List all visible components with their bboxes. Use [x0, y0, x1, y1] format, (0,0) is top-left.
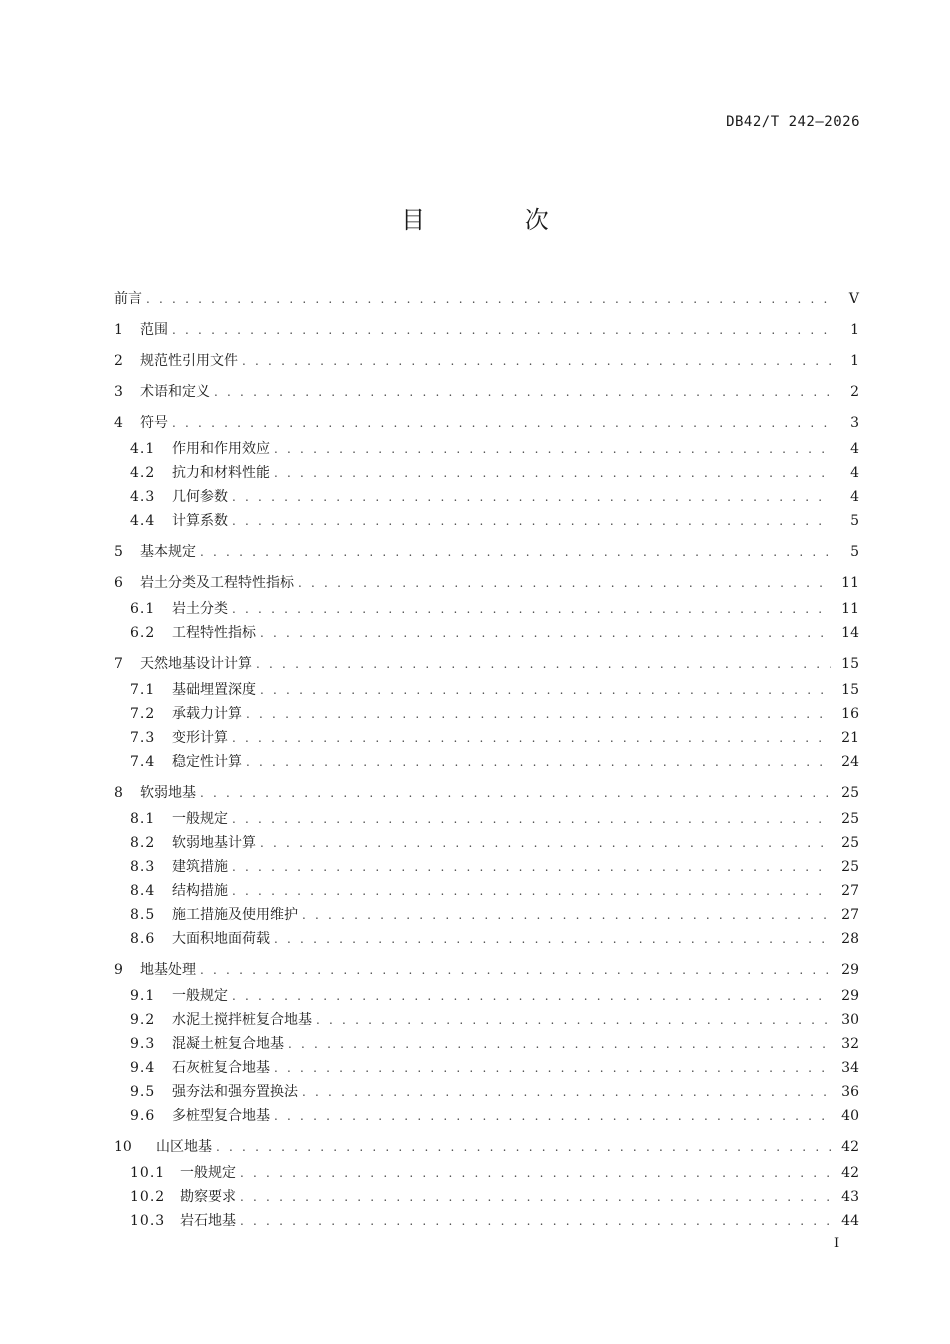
toc-entry[interactable]: [130, 488, 859, 506]
document-code: DB42/T 242—2026: [726, 114, 860, 130]
toc-entry-number: 6.2: [130, 625, 156, 641]
toc-entry-page: 11: [841, 575, 859, 591]
toc-entry-number: 2: [114, 353, 123, 369]
toc-entry[interactable]: [114, 414, 859, 432]
toc-entry-page: 11: [841, 601, 859, 617]
toc-entry[interactable]: [130, 882, 859, 900]
toc-entry-number: 7.3: [130, 730, 156, 746]
toc-entry-label: 作用和作用效应: [172, 441, 270, 457]
toc-entry-number: 9.5: [130, 1084, 156, 1100]
toc-entry[interactable]: [114, 1138, 859, 1156]
toc-leader-dots: [232, 987, 831, 1005]
toc-entry-page: 25: [841, 785, 859, 801]
toc-entry-label: 天然地基设计计算: [140, 656, 252, 672]
toc-entry-label: 石灰桩复合地基: [172, 1060, 270, 1076]
toc-leader-dots: [256, 655, 831, 673]
toc-leader-dots: [242, 352, 831, 370]
toc-entry[interactable]: [130, 906, 859, 924]
toc-entry[interactable]: [130, 705, 859, 723]
toc-entry-page: 4: [850, 489, 859, 505]
toc-leader-dots: [246, 705, 831, 723]
toc-entry[interactable]: [130, 1083, 859, 1101]
toc-entry-page: 1: [850, 353, 859, 369]
toc-entry-number: 8.3: [130, 859, 156, 875]
toc-entry-number: 4.3: [130, 489, 156, 505]
toc-leader-dots: [172, 414, 831, 432]
toc-entry-label: 岩土分类及工程特性指标: [140, 575, 294, 591]
toc-entry[interactable]: [114, 290, 859, 308]
toc-entry-number: 10.3: [130, 1213, 166, 1229]
toc-entry-number: 6.1: [130, 601, 156, 617]
toc-entry[interactable]: [130, 1212, 859, 1230]
toc-entry-number: 9: [114, 962, 123, 978]
toc-entry-page: 27: [841, 907, 859, 923]
toc-leader-dots: [302, 906, 831, 924]
toc-entry-number: 7.4: [130, 754, 156, 770]
toc-entry-page: 43: [841, 1189, 859, 1205]
toc-entry-page: 5: [850, 544, 859, 560]
toc-entry[interactable]: [130, 1188, 859, 1206]
toc-entry-number: 8: [114, 785, 123, 801]
page-title: 目 次: [401, 206, 595, 234]
toc-entry[interactable]: [114, 655, 859, 673]
toc-leader-dots: [298, 574, 831, 592]
toc-entry-page: 29: [841, 988, 859, 1004]
toc-entry-label: 承载力计算: [172, 706, 242, 722]
toc-entry-label: 混凝土桩复合地基: [172, 1036, 284, 1052]
toc-leader-dots: [200, 784, 831, 802]
toc-entry-number: 9.6: [130, 1108, 156, 1124]
toc-entry-number: 9.3: [130, 1036, 156, 1052]
toc-entry-number: 4: [114, 415, 123, 431]
toc-entry[interactable]: [130, 464, 859, 482]
toc-entry-page: 42: [841, 1139, 859, 1155]
toc-entry-page: 15: [841, 656, 859, 672]
toc-entry-label: 地基处理: [140, 962, 196, 978]
toc-entry-label: 规范性引用文件: [140, 353, 238, 369]
toc-entry-page: 28: [841, 931, 859, 947]
toc-entry[interactable]: [130, 681, 859, 699]
toc-entry[interactable]: [114, 961, 859, 979]
toc-leader-dots: [232, 810, 831, 828]
toc-entry[interactable]: [130, 1164, 859, 1182]
toc-entry-number: 8.6: [130, 931, 156, 947]
toc-entry[interactable]: [130, 930, 859, 948]
toc-entry-label: 符号: [140, 415, 168, 431]
toc-entry-number: 3: [114, 384, 123, 400]
page-number: I: [834, 1236, 840, 1251]
toc-entry-page: 25: [841, 811, 859, 827]
toc-entry-page: 1: [850, 322, 859, 338]
toc-entry[interactable]: [130, 753, 859, 771]
toc-entry-page: 15: [841, 682, 859, 698]
toc-entry-label: 一般规定: [172, 811, 228, 827]
toc-entry-page: 30: [841, 1012, 859, 1028]
toc-entry[interactable]: [130, 810, 859, 828]
toc-entry-page: 44: [841, 1213, 859, 1229]
toc-leader-dots: [288, 1035, 831, 1053]
toc-entry[interactable]: [130, 1107, 859, 1125]
toc-entry[interactable]: [130, 858, 859, 876]
toc-leader-dots: [302, 1083, 831, 1101]
toc-leader-dots: [146, 290, 831, 308]
toc-leader-dots: [214, 383, 831, 401]
toc-entry-number: 7: [114, 656, 123, 672]
toc-entry-number: 8.5: [130, 907, 156, 923]
toc-entry-label: 岩石地基: [180, 1213, 236, 1229]
toc-entry-label: 岩土分类: [172, 601, 228, 617]
toc-entry-page: 4: [850, 441, 859, 457]
toc-entry-number: 1: [114, 322, 123, 338]
toc-entry[interactable]: [130, 600, 859, 618]
toc-entry[interactable]: [130, 1059, 859, 1077]
toc-entry-number: 8.1: [130, 811, 156, 827]
toc-entry-label: 几何参数: [172, 489, 228, 505]
toc-entry[interactable]: [130, 834, 859, 852]
toc-entry-label: 变形计算: [172, 730, 228, 746]
toc-leader-dots: [260, 834, 831, 852]
toc-entry[interactable]: [130, 624, 859, 642]
toc-leader-dots: [216, 1138, 831, 1156]
toc-entry-label: 范围: [140, 322, 168, 338]
toc-leader-dots: [274, 440, 831, 458]
toc-entry-label: 一般规定: [172, 988, 228, 1004]
toc-entry-number: 6: [114, 575, 123, 591]
toc-entry-number: 10.2: [130, 1189, 166, 1205]
toc-entry-page: 32: [841, 1036, 859, 1052]
toc-entry-label: 一般规定: [180, 1165, 236, 1181]
toc-entry[interactable]: [130, 729, 859, 747]
toc-leader-dots: [232, 512, 831, 530]
toc-entry-label: 基础埋置深度: [172, 682, 256, 698]
toc-entry-page: 25: [841, 835, 859, 851]
toc-entry-page: 36: [841, 1084, 859, 1100]
toc-entry-label: 稳定性计算: [172, 754, 242, 770]
toc-entry-page: 16: [841, 706, 859, 722]
toc-entry-number: 10: [114, 1139, 132, 1155]
toc-entry-label: 软弱地基: [140, 785, 196, 801]
toc-leader-dots: [200, 961, 831, 979]
toc-entry-label: 术语和定义: [140, 384, 210, 400]
toc-entry-label: 基本规定: [140, 544, 196, 560]
toc-leader-dots: [240, 1164, 831, 1182]
toc-leader-dots: [200, 543, 831, 561]
toc-leader-dots: [260, 624, 831, 642]
toc-entry-label: 建筑措施: [172, 859, 228, 875]
toc-entry-number: 4.4: [130, 513, 156, 529]
toc-entry-page: 14: [841, 625, 859, 641]
toc-entry[interactable]: [130, 440, 859, 458]
toc-entry[interactable]: [114, 543, 859, 561]
toc-leader-dots: [232, 600, 831, 618]
toc-entry-page: 2: [850, 384, 859, 400]
toc-entry[interactable]: [130, 987, 859, 1005]
toc-entry-page: 34: [841, 1060, 859, 1076]
toc-leader-dots: [274, 1107, 831, 1125]
toc-entry[interactable]: [114, 574, 859, 592]
toc-leader-dots: [172, 321, 831, 339]
toc-entry-label: 计算系数: [172, 513, 228, 529]
toc-entry-number: 4.2: [130, 465, 156, 481]
toc-entry-label: 多桩型复合地基: [172, 1108, 270, 1124]
toc-leader-dots: [274, 930, 831, 948]
toc-entry[interactable]: [114, 784, 859, 802]
toc-leader-dots: [232, 488, 831, 506]
toc-leader-dots: [316, 1011, 831, 1029]
toc-entry-page: 25: [841, 859, 859, 875]
toc-entry-number: 10.1: [130, 1165, 166, 1181]
toc-leader-dots: [240, 1188, 831, 1206]
toc-entry-number: 9.1: [130, 988, 156, 1004]
toc-entry-page: 24: [841, 754, 859, 770]
toc-entry[interactable]: [130, 512, 859, 530]
toc-entry[interactable]: [114, 321, 859, 339]
toc-entry-number: 9.2: [130, 1012, 156, 1028]
toc-entry-page: 27: [841, 883, 859, 899]
toc-entry-label: 软弱地基计算: [172, 835, 256, 851]
toc-leader-dots: [232, 882, 831, 900]
toc-entry-label: 结构措施: [172, 883, 228, 899]
toc-entry[interactable]: [130, 1011, 859, 1029]
toc-entry-label: 山区地基: [156, 1139, 212, 1155]
toc-entry-label: 大面积地面荷载: [172, 931, 270, 947]
toc-entry-page: 4: [850, 465, 859, 481]
toc-leader-dots: [274, 1059, 831, 1077]
toc-entry-label: 抗力和材料性能: [172, 465, 270, 481]
toc-entry-page: V: [848, 291, 859, 307]
toc-entry-page: 5: [850, 513, 859, 529]
toc-entry-label: 工程特性指标: [172, 625, 256, 641]
toc-leader-dots: [232, 729, 831, 747]
toc-leader-dots: [232, 858, 831, 876]
toc-entry-number: 7.1: [130, 682, 156, 698]
toc-entry-number: 8.2: [130, 835, 156, 851]
toc-entry-number: 8.4: [130, 883, 156, 899]
toc-entry-label: 勘察要求: [180, 1189, 236, 1205]
toc-entry-number: 5: [114, 544, 123, 560]
toc-entry-page: 29: [841, 962, 859, 978]
toc-entry-number: 4.1: [130, 441, 156, 457]
toc-entry[interactable]: [114, 352, 859, 370]
toc-entry[interactable]: [130, 1035, 859, 1053]
toc-leader-dots: [274, 464, 831, 482]
toc-entry-page: 40: [841, 1108, 859, 1124]
toc-entry-label: 前言: [114, 291, 142, 307]
toc-entry-page: 42: [841, 1165, 859, 1181]
toc-leader-dots: [246, 753, 831, 771]
toc-entry-number: 7.2: [130, 706, 156, 722]
toc-entry-page: 3: [850, 415, 859, 431]
toc-entry-label: 施工措施及使用维护: [172, 907, 298, 923]
toc-entry-number: 9.4: [130, 1060, 156, 1076]
toc-entry-page: 21: [841, 730, 859, 746]
toc-entry-label: 强夯法和强夯置换法: [172, 1084, 298, 1100]
toc-leader-dots: [260, 681, 831, 699]
toc-entry-label: 水泥土搅拌桩复合地基: [172, 1012, 312, 1028]
toc-entry[interactable]: [114, 383, 859, 401]
toc-leader-dots: [240, 1212, 831, 1230]
